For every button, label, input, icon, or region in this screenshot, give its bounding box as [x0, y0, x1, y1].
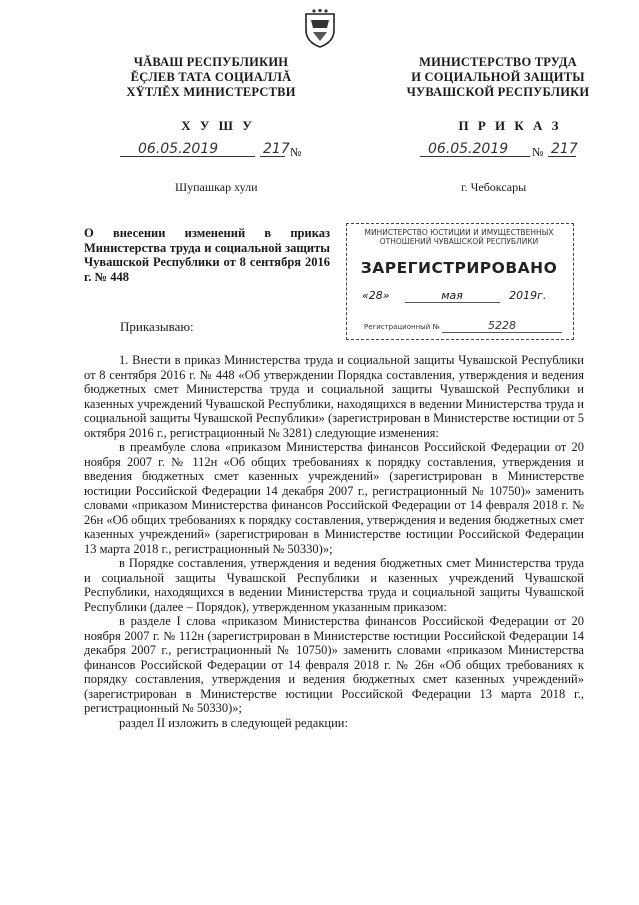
stamp-date-day: «28» — [362, 289, 390, 302]
registration-stamp — [346, 223, 576, 341]
ministry-name-chuvash-line: ЧĂВАШ РЕСПУБЛИКИН — [133, 55, 289, 69]
chuvash-republic-emblem-icon — [302, 8, 338, 48]
city-chuvash: Шупашкар хули — [175, 180, 258, 194]
stamp-date-year: 2019г. — [509, 289, 547, 302]
ministry-name-chuvash-line: ĔÇЛЕВ ТАТА СОЦИАЛЛĂ — [130, 70, 292, 84]
stamp-reg-value: 5228 — [442, 319, 562, 333]
stamp-title: ЗАРЕГИСТРИРОВАНО — [360, 259, 558, 277]
document-type-chuvash: Х У Ш У — [181, 118, 255, 133]
paragraph: 1. Внести в приказ Министерства труда и социальной защиты Чувашской Республики от 8 сентября 2016 г. № 448 «Об утверждении Порядка составления, утверждения и ведения бюджетных смет Министерства труда и социальной защиты Чувашской Республики и казенных учреждений Чувашской Республики, находящихся в ведении Министерства труда и социальной защиты Чувашской Республики» (зарегистрирован в Министерстве юстиции от 5 октября 2016 г., регистрационный № 3281) следующие изменения: — [84, 353, 584, 440]
ministry-name-russian-line: ЧУВАШСКОЙ РЕСПУБЛИКИ — [406, 85, 590, 99]
city-russian: г. Чебоксары — [461, 180, 527, 194]
paragraph: в Порядке составления, утверждения и ведения бюджетных смет Министерства труда и социальной защиты Чувашской Республики и казенных учреждений Чувашской Республики, находящихся в ведении Министерства труда и социальной защиты Чувашской Республики (далее – Порядок), утвержденном указанным приказом: — [84, 556, 584, 614]
order-subject: О внесении изменений в приказ Министерства труда и социальной защиты Чувашской Республики от 8 сентября 2016 г. № 448 — [84, 226, 330, 284]
document-type-russian: П Р И К А З — [458, 118, 562, 133]
ministry-name-russian — [398, 55, 598, 100]
stamp-date-month: мая — [405, 289, 500, 303]
paragraph: раздел II изложить в следующей редакции: — [119, 715, 348, 730]
paragraph: в разделе I слова «приказом Министерства финансов Российской Федерации от 20 ноября 2007 г. № 112н (зарегистрирован в Министерстве юстиции Российской Федерации 14 декабря 2007 г., регистрационный № 10750)» заменить словами «приказом Министерства финансов Российской Федерации от 14 февраля 2018 г. № 26н «Об общих требованиях к порядку составления, утверждения и ведения бюджетных смет казенных учреждений» (зарегистрирован в Министерстве юстиции Российской Федерации 13 марта 2018 г., регистрационный № 50330)»; — [84, 614, 584, 715]
stamp-authority-line: ОТНОШЕНИЙ ЧУВАШСКОЙ РЕСПУБЛИКИ — [379, 237, 539, 246]
stamp-authority — [346, 228, 572, 246]
ministry-name-russian-line: МИНИСТЕРСТВО ТРУДА — [419, 55, 577, 69]
stamp-reg-number — [364, 319, 562, 333]
order-body — [84, 353, 584, 730]
right-date: 06.05.2019 — [428, 141, 509, 157]
left-date: 06.05.2019 — [138, 141, 219, 157]
paragraph: в преамбуле слова «приказом Министерства финансов Российской Федерации от 20 ноября 2007 г. № 112н «Об общих требованиях к порядку составления, утверждения и введения бюджетных смет казенных учреждений» (зарегистрирован в Министерстве юстиции Российской Федерации 14 декабря 2007 г., регистрационный № 10750)» заменить словами «приказом Министерства финансов Российской Федерации от 14 февраля 2018 г. № 26н «Об общих требованиях к порядку составления, утверждения и ведения бюджетных смет казенных учреждений» (зарегистрирован в Министерстве юстиции Российской Федерации 13 марта 2018 г., регистрационный № 50330)»; — [84, 440, 584, 556]
right-number-sign: № — [532, 145, 544, 159]
right-number: 217 — [551, 141, 578, 157]
stamp-reg-label: Регистрационный № — [364, 323, 440, 331]
left-number: 217 — [263, 141, 290, 157]
ministry-name-chuvash-line: ХŸТЛĔХ МИНИСТЕРСТВИ — [126, 85, 296, 99]
order-word: Приказываю: — [120, 319, 194, 334]
left-number-sign: № — [290, 145, 302, 159]
stamp-authority-line: МИНИСТЕРСТВО ЮСТИЦИИ И ИМУЩЕСТВЕННЫХ — [364, 228, 554, 237]
stamp-date — [362, 289, 546, 303]
ministry-name-chuvash — [100, 55, 322, 100]
ministry-name-russian-line: И СОЦИАЛЬНОЙ ЗАЩИТЫ — [411, 70, 585, 84]
